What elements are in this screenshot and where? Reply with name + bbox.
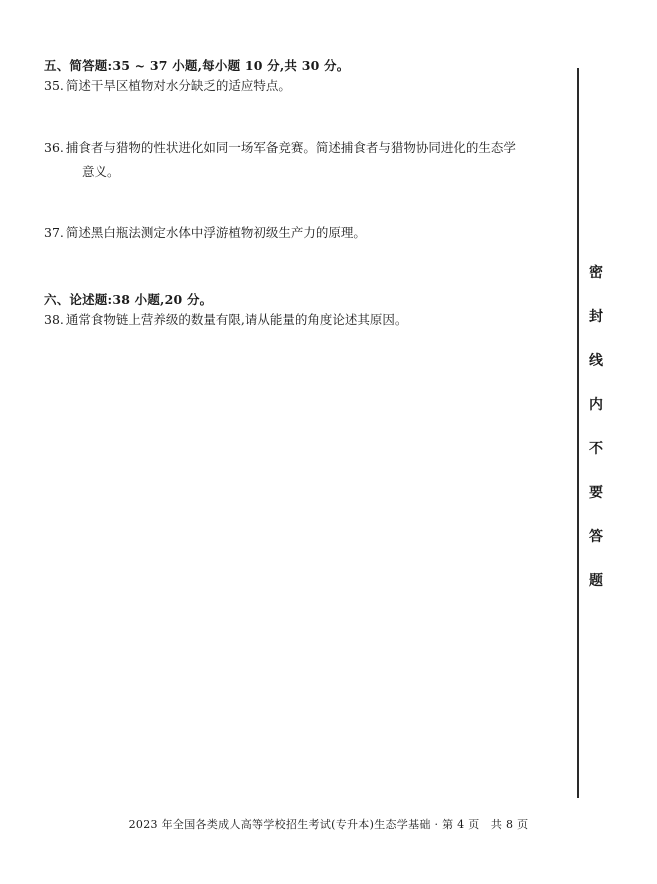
question-number: 37. xyxy=(44,225,64,240)
seal-char: 答 xyxy=(589,529,603,545)
seal-line xyxy=(577,68,579,798)
question-35-line xyxy=(44,74,564,98)
seal-char: 不 xyxy=(589,441,603,457)
question-35 xyxy=(44,74,564,98)
seal-char: 密 xyxy=(589,265,603,281)
seal-char: 题 xyxy=(589,573,603,589)
seal-char: 封 xyxy=(589,309,603,325)
question-36-line-1 xyxy=(44,136,564,160)
page-footer: 2023 年全国各类成人高等学校招生考试(专升本)生态学基础 · 第 4 页 共 8 页 xyxy=(128,818,529,831)
section-6-heading: 六、论述题:38 小题,20 分。 xyxy=(44,292,213,307)
question-number: 36. xyxy=(44,140,64,155)
question-text: 简述干旱区植物对水分缺乏的适应特点。 xyxy=(65,78,291,93)
question-38 xyxy=(44,308,564,332)
question-number: 35. xyxy=(44,78,64,93)
section-5-heading: 五、简答题:35 ~ 37 小题,每小题 10 分,共 30 分。 xyxy=(44,58,350,73)
question-38-line xyxy=(44,308,564,332)
question-text: 简述黑白瓶法测定水体中浮游植物初级生产力的原理。 xyxy=(65,225,366,240)
seal-char: 要 xyxy=(589,485,603,501)
question-text: 通常食物链上营养级的数量有限,请从能量的角度论述其原因。 xyxy=(65,312,408,327)
question-36 xyxy=(44,136,564,184)
seal-notice xyxy=(585,266,607,618)
question-number: 38. xyxy=(44,312,64,327)
seal-char: 线 xyxy=(589,353,603,369)
question-36-line-2: 意义。 xyxy=(82,164,120,179)
question-text: 捕食者与猎物的性状进化如同一场军备竞赛。简述捕食者与猎物协同进化的生态学 xyxy=(65,140,516,155)
question-37-line xyxy=(44,221,564,245)
question-37 xyxy=(44,221,564,245)
seal-char: 内 xyxy=(589,397,603,413)
